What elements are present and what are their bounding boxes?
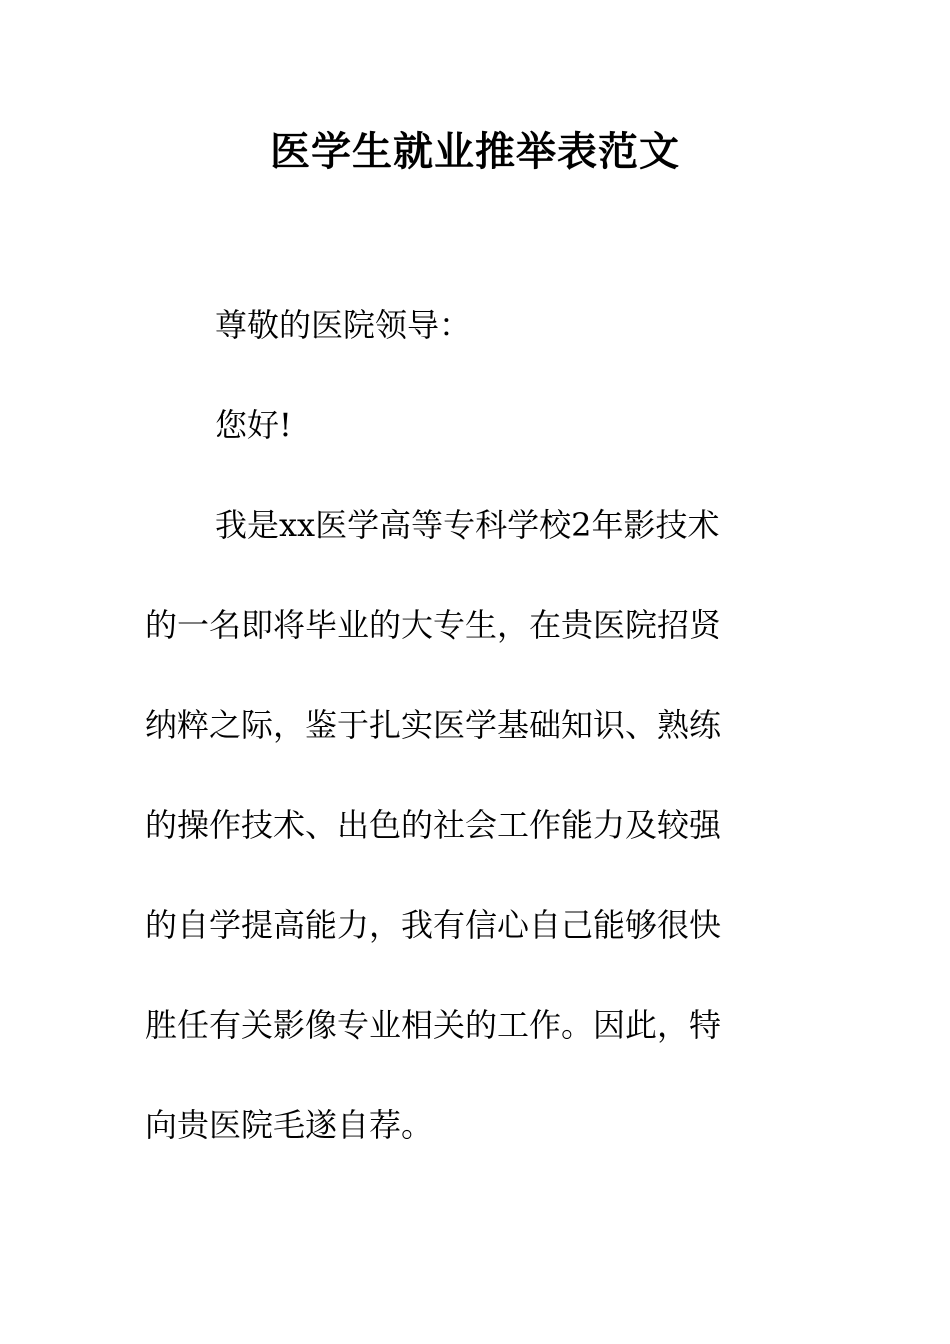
body-line: 纳粹之际，鉴于扎实医学基础知识、熟练 xyxy=(145,706,722,744)
document-title: 医学生就业推举表范文 xyxy=(270,128,680,175)
body-line: 我是xx医学高等专科学校2年影技术 xyxy=(215,506,720,544)
greeting: 您好! xyxy=(215,406,292,444)
body-line: 的一名即将毕业的大专生，在贵医院招贤 xyxy=(145,606,722,644)
salutation: 尊敬的医院领导： xyxy=(215,306,472,344)
body-line: 胜任有关影像专业相关的工作。因此，特 xyxy=(145,1006,722,1044)
body-line: 的自学提高能力，我有信心自己能够很快 xyxy=(145,906,722,944)
body-line: 向贵医院毛遂自荐。 xyxy=(145,1106,434,1144)
body-line: 的操作技术、出色的社会工作能力及较强 xyxy=(145,806,722,844)
